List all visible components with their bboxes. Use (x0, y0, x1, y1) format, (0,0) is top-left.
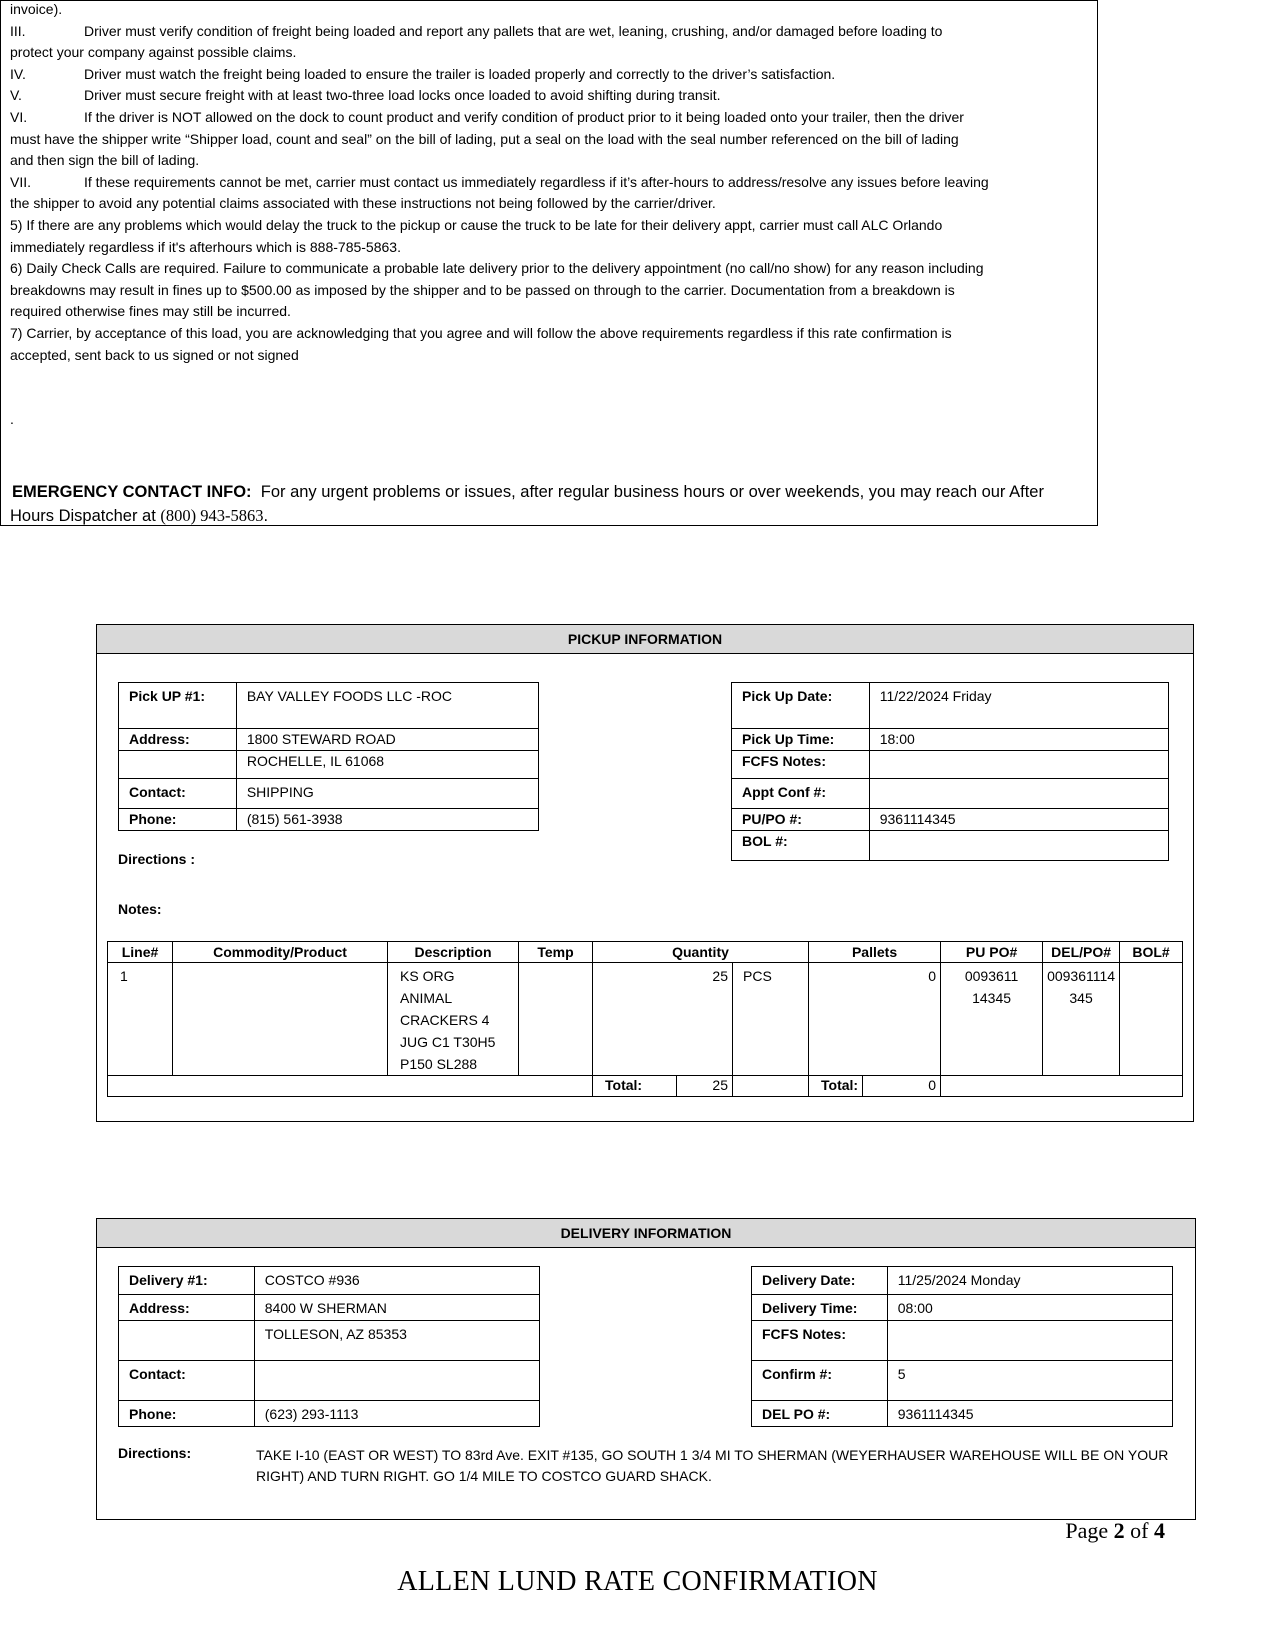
terms-line (10, 302, 291, 320)
totals-right-blank (941, 1076, 1183, 1097)
pickup-left-table (118, 682, 539, 831)
pickup-fcfs-label: FCFS Notes: (732, 751, 870, 779)
pickup-pupo-label: PU/PO #: (732, 809, 870, 831)
delivery-header: DELIVERY INFORMATION (97, 1219, 1195, 1248)
terms-line (10, 43, 296, 61)
terms-line-text: breakdowns may result in fines up to $500.00 as imposed by the shipper and to be passed on through to the carrier. Documentation from a breakdown is (10, 281, 955, 298)
col-bol: BOL# (1120, 942, 1183, 963)
terms-line (10, 108, 964, 126)
item-temp (519, 963, 593, 1076)
terms-line-text: accepted, sent back to us signed or not signed (10, 346, 299, 363)
pickup-pupo-value: 9361114345 (869, 809, 1168, 831)
delivery-confirm-label: Confirm #: (752, 1361, 888, 1401)
pickup-bol-value (869, 831, 1168, 861)
pickup-address-1: 1800 STEWARD ROAD (236, 729, 538, 751)
terms-line (10, 346, 299, 364)
emergency-label: EMERGENCY CONTACT INFO: (12, 483, 252, 501)
page-word: Page (1065, 1518, 1114, 1543)
col-line: Line# (108, 942, 173, 963)
item-bol (1120, 963, 1183, 1076)
pickup-right-table (731, 682, 1169, 861)
terms-line (10, 259, 984, 277)
terms-line (10, 410, 14, 428)
delivery-right-table (751, 1266, 1173, 1427)
terms-line-text: If the driver is NOT allowed on the dock to count product and verify condition of product prior to it being loaded onto your trailer, then the driver (84, 109, 964, 125)
item-description (388, 963, 519, 1076)
terms-line (10, 86, 721, 104)
delivery-contact-value (254, 1361, 539, 1401)
terms-line-text: 6) Daily Check Calls are required. Failure to communicate a probable late delivery prior to the delivery appointment (no call/no show) for any reason including (10, 260, 984, 277)
delivery-phone-label: Phone: (119, 1401, 255, 1427)
desc-line: P150 SL288 (400, 1056, 478, 1072)
terms-line-text: immediately regardless if it's afterhours which is 888-785-5863. (10, 238, 401, 255)
col-temp: Temp (519, 942, 593, 963)
item-qty-unit: PCS (733, 963, 809, 1076)
pickup-appt-value (869, 779, 1168, 809)
terms-line (10, 65, 835, 83)
emergency-phone: (800) 943-5863 (160, 506, 264, 525)
terms-line (10, 238, 401, 256)
delivery-confirm-value: 5 (887, 1361, 1172, 1401)
terms-line-number: VII. (10, 173, 32, 190)
pu-po-line: 0093611 (964, 968, 1019, 984)
terms-line (10, 324, 952, 342)
terms-line (10, 22, 942, 40)
pickup-time-value: 18:00 (869, 729, 1168, 751)
terms-line-text: the shipper to avoid any potential claims associated with these instructions not being followed by the carrier/driver. (10, 195, 716, 212)
col-pu-po: PU PO# (941, 942, 1043, 963)
terms-line-text: 5) If there are any problems which would delay the truck to the pickup or cause the truck to be late for their delivery appt, carrier must call ALC Orlando (10, 217, 943, 233)
terms-line (10, 151, 199, 169)
terms-box (0, 0, 1098, 526)
terms-line-text: Driver must verify condition of freight being loaded and report any pallets that are wet, leaning, crushing, and/or damaged before loading to (84, 22, 943, 39)
delivery-directions-label: Directions: (118, 1445, 192, 1461)
pickup-phone-value: (815) 561-3938 (236, 809, 538, 831)
emergency-text-2b: . (263, 507, 269, 525)
terms-line-number: III. (10, 22, 26, 39)
delivery-section (96, 1218, 1196, 1520)
directions-line-1: TAKE I-10 (EAST OR WEST) TO 83rd Ave. EXIT #135, GO SOUTH 1 3/4 MI TO SHERMAN (WEYERHAUSER WAREHOUSE WILL BE ON YOUR (256, 1447, 1169, 1463)
terms-line-text: If these requirements cannot be met, carrier must contact us immediately regardless if it’s after-hours to address/resolve any issues before leaving (84, 173, 989, 190)
terms-line-text: . (10, 411, 14, 428)
delivery-name: COSTCO #936 (254, 1267, 539, 1295)
item-pu-po (941, 963, 1043, 1076)
total-qty-blank (733, 1076, 809, 1097)
delivery-fcfs-value (887, 1321, 1172, 1361)
pickup-directions-label: Directions : (118, 851, 196, 867)
pickup-address-label: Address: (119, 729, 237, 751)
table-row (108, 963, 1183, 1076)
terms-line (10, 281, 955, 299)
terms-line-text: protect your company against possible claims. (10, 44, 297, 61)
pickup-header: PICKUP INFORMATION (97, 625, 1193, 654)
emergency-text-1: For any urgent problems or issues, after regular business hours or over weekends, you may reach our After (260, 483, 1044, 501)
delivery-address-blank (119, 1321, 255, 1361)
total-qty-value: 25 (677, 1076, 733, 1097)
col-quantity: Quantity (593, 942, 809, 963)
pickup-fcfs-value (869, 751, 1168, 779)
item-del-po (1043, 963, 1120, 1076)
of-word: of (1124, 1518, 1154, 1543)
desc-line: KS ORG (400, 968, 455, 984)
delivery-contact-label: Contact: (119, 1361, 255, 1401)
total-pallets-value: 0 (863, 1076, 941, 1097)
delivery-time-label: Delivery Time: (752, 1295, 888, 1321)
delivery-fcfs-label: FCFS Notes: (752, 1321, 888, 1361)
del-po-line: 345 (1069, 990, 1093, 1006)
delivery-address-2: TOLLESON, AZ 85353 (254, 1321, 539, 1361)
item-qty: 25 (593, 963, 733, 1076)
item-commodity (173, 963, 388, 1076)
directions-line-2: RIGHT) AND TURN RIGHT. GO 1/4 MILE TO COSTCO GUARD SHACK. (256, 1468, 712, 1484)
delivery-delpo-label: DEL PO #: (752, 1401, 888, 1427)
page-total: 4 (1154, 1518, 1165, 1543)
desc-line: CRACKERS 4 (400, 1012, 490, 1028)
totals-blank (108, 1076, 593, 1097)
delivery-directions-text (256, 1445, 1168, 1487)
delivery-phone-value: (623) 293-1113 (254, 1401, 539, 1427)
terms-line-number: IV. (10, 65, 26, 82)
terms-line-text: must have the shipper write “Shipper load, count and seal” on the bill of lading, put a seal on the load with the seal number referenced on the bill of lading (10, 130, 959, 147)
pickup-contact-value: SHIPPING (236, 779, 538, 809)
total-qty-label: Total: (593, 1076, 677, 1097)
pickup-date-value: 11/22/2024 Friday (869, 683, 1168, 729)
delivery-address-label: Address: (119, 1295, 255, 1321)
document-title: ALLEN LUND RATE CONFIRMATION (397, 1566, 878, 1597)
emergency-contact (10, 480, 1044, 528)
delivery-date-label: Delivery Date: (752, 1267, 888, 1295)
page-number (1065, 1518, 1165, 1544)
delivery-time-value: 08:00 (887, 1295, 1172, 1321)
delivery-delpo-value: 9361114345 (887, 1401, 1172, 1427)
del-po-line: 009361114 (1047, 968, 1116, 984)
desc-line: JUG C1 T30H5 (400, 1034, 496, 1050)
pickup-time-label: Pick Up Time: (732, 729, 870, 751)
pickup-date-label: Pick Up Date: (732, 683, 870, 729)
pu-po-line: 14345 (972, 990, 1012, 1006)
emergency-text-2a: Hours Dispatcher at (10, 507, 161, 525)
terms-line-text: Driver must secure freight with at least two-three load locks once loaded to avoid shifting during transit. (84, 87, 721, 104)
item-pallets: 0 (809, 963, 941, 1076)
page-current: 2 (1113, 1518, 1125, 1543)
pickup-notes-label: Notes: (118, 901, 162, 917)
delivery-label: Delivery #1: (119, 1267, 255, 1295)
col-commodity: Commodity/Product (173, 942, 388, 963)
pickup-address-blank (119, 751, 237, 779)
col-pallets: Pallets (809, 942, 941, 963)
terms-line (10, 194, 716, 212)
pickup-bol-label: BOL #: (732, 831, 870, 861)
terms-line-text: required otherwise fines may still be incurred. (10, 303, 291, 320)
delivery-address-1: 8400 W SHERMAN (254, 1295, 539, 1321)
terms-line (10, 130, 959, 148)
terms-line-text: 7) Carrier, by acceptance of this load, you are acknowledging that you agree and will follow the above requirements regardless if this rate confirmation is (10, 325, 952, 341)
terms-line-text: invoice). (10, 1, 63, 17)
pickup-contact-label: Contact: (119, 779, 237, 809)
totals-row (108, 1076, 1183, 1097)
pickup-items-table (107, 941, 1183, 1097)
item-line: 1 (108, 963, 173, 1076)
delivery-left-table (118, 1266, 540, 1427)
total-pallets-label: Total: (809, 1076, 863, 1097)
terms-line-text: Driver must watch the freight being loaded to ensure the trailer is loaded properly and correctly to the driver’s satisfaction. (84, 65, 836, 82)
col-del-po: DEL/PO# (1043, 942, 1120, 963)
pickup-appt-label: Appt Conf #: (732, 779, 870, 809)
pickup-address-2: ROCHELLE, IL 61068 (236, 751, 538, 779)
pickup-section (96, 624, 1194, 1122)
pickup-name: BAY VALLEY FOODS LLC -ROC (236, 683, 538, 729)
pickup-label: Pick UP #1: (119, 683, 237, 729)
terms-line-number: VI. (10, 109, 28, 125)
terms-line (10, 173, 989, 191)
terms-line (10, 216, 942, 234)
desc-line: ANIMAL (400, 990, 453, 1006)
terms-line-text: and then sign the bill of lading. (10, 152, 200, 169)
col-description: Description (388, 942, 519, 963)
delivery-date-value: 11/25/2024 Monday (887, 1267, 1172, 1295)
pickup-phone-label: Phone: (119, 809, 237, 831)
terms-line-number: V. (10, 87, 22, 104)
terms-line (10, 0, 62, 18)
